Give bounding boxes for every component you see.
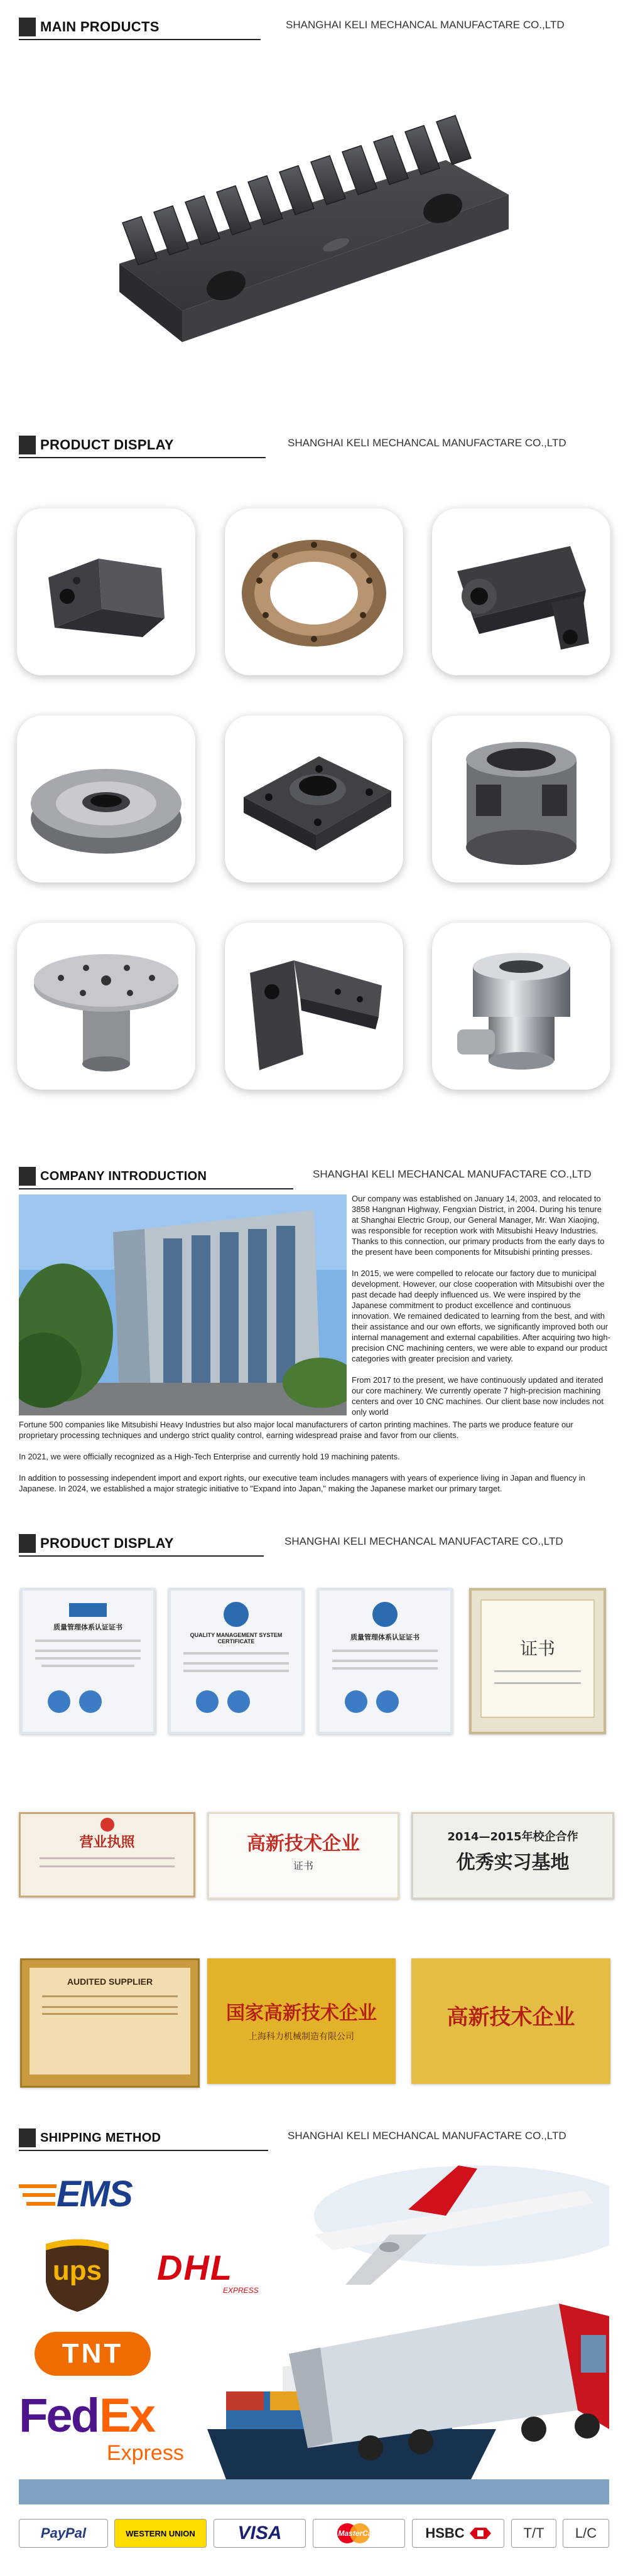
product-card[interactable] — [17, 716, 195, 883]
intro-paragraph: Fortune 500 companies like Mitsubishi Heavy Industries but also major local manufacturers of carton printing machines. The parts we produce feature our proprietary processing techniques and undergo strict quality control, earning widespread praise and favor from our clients. — [19, 1420, 573, 1440]
product-card[interactable] — [225, 716, 403, 883]
ems-logo — [19, 2173, 176, 2217]
section-title: COMPANY INTRODUCTION — [40, 1169, 207, 1183]
header-bar — [19, 2128, 36, 2147]
intro-paragraphs-right — [352, 1193, 610, 1417]
lc-logo — [563, 2519, 609, 2548]
company-name: SHANGHAI KELI MECHANCAL MANUFACTARE CO.,LTD — [286, 19, 565, 31]
western-union-logo — [114, 2519, 207, 2548]
intro-paragraph: In 2021, we were officially recognized as a High-Tech Enterprise and currently hold 19 machining patents. — [19, 1452, 400, 1461]
hsbc-text: HSBC — [425, 2525, 465, 2541]
certificate-title: 高新技术企业 — [447, 2005, 575, 2030]
round-flange-shaft-icon — [17, 1081, 195, 1090]
certificate-title: 质量管理体系认证证书 — [53, 1623, 122, 1631]
certificate-title: 营业执照 — [79, 1835, 135, 1850]
tt-text: T/T — [523, 2525, 544, 2541]
visa-text: VISA — [237, 2523, 282, 2543]
header-rule — [19, 1555, 264, 1557]
certificate-title: 质量管理体系认证证书 — [350, 1633, 420, 1641]
company-name: SHANGHAI KELI MECHANCAL MANUFACTARE CO.,LTD — [313, 1168, 592, 1180]
certificate — [411, 1958, 610, 2084]
product-card[interactable] — [17, 923, 195, 1090]
ems-text: EMS — [57, 2174, 132, 2214]
certificate-big-text: 优秀实习基地 — [456, 1852, 570, 1874]
square-flange-housing-icon — [225, 874, 403, 883]
angled-bracket-part-icon — [225, 1081, 403, 1090]
certificate — [20, 1588, 156, 1734]
intro-paragraph: In 2015, we were compelled to relocate our factory due to municipal development. However, our close cooperation with Mitsubishi over the past decade had deeply influenced us. We were inspired by the Japanese commitment to product excellence and continuous innovation. We remained dedicated to learning from the best, and with their assistance and our own efforts, we significantly improved both our internal management and external capabilities. After acquiring two high-precision CNC machining centers, we were able to expand our product categories with greater precision and variety. — [352, 1269, 610, 1363]
certificate — [19, 1812, 195, 1897]
intro-paragraph: Our company was established on January 14, 2003, and relocated to 3858 Hangnan Highway, Fengxian District, in 2004. During his tenure at Shanghai Electric Group, our General Manager, Mr. Wan Xiaojing, was responsible for reception work with Mitsubishi Heavy Industries. Thanks to this connection, our primary products from the early days to the present have been components for Mitsubishi printing presses. — [352, 1194, 605, 1257]
gear-rack-image — [94, 94, 534, 370]
l-bracket-part-icon — [17, 667, 195, 675]
mastercard-logo — [313, 2519, 405, 2548]
ups-logo — [43, 2238, 112, 2313]
certificate-title: AUDITED SUPPLIER — [67, 1977, 153, 1987]
product-card[interactable] — [17, 508, 195, 675]
dhl-logo — [157, 2247, 283, 2304]
product-card[interactable] — [432, 716, 610, 883]
header-bar — [19, 436, 36, 454]
dhl-subtext: EXPRESS — [223, 2286, 259, 2295]
paypal-logo — [19, 2519, 108, 2548]
bronze-ring-flange-icon — [225, 667, 403, 675]
section-title: SHIPPING METHOD — [40, 2131, 161, 2145]
payment-methods — [19, 2514, 609, 2552]
hsbc-logo — [412, 2519, 504, 2548]
intro-paragraphs-full — [19, 1419, 610, 1494]
fedex-subtext: Express — [107, 2441, 184, 2465]
certificate-title: 国家高新技术企业 — [226, 2002, 377, 2024]
intro-paragraph: In addition to possessing independent import and export rights, our executive team includes managers with years of experience living in Japan and fluency in Japanese. In 2024, we established a major strategic initiative to "Expand into Japan," making the Japanese market our primary target. — [19, 1473, 585, 1493]
certificate-title: 2014—2015年校企合作 — [447, 1830, 578, 1843]
product-display-header — [19, 432, 609, 459]
dhl-text: DHL — [157, 2248, 234, 2287]
certificate — [168, 1588, 304, 1734]
header-rule — [19, 457, 266, 458]
ups-text: ups — [52, 2255, 102, 2286]
western-union-text: WESTERN UNION — [126, 2528, 195, 2538]
fedex-ex: Ex — [99, 2389, 154, 2442]
certificate-title: 证书 — [519, 1638, 555, 1659]
shipping-method-header — [19, 2125, 609, 2152]
certificates-header — [19, 1530, 609, 1558]
lc-text: L/C — [575, 2525, 597, 2541]
tnt-text: TNT — [62, 2338, 124, 2369]
product-card[interactable] — [432, 508, 610, 675]
tnt-logo — [35, 2332, 151, 2376]
company-name: SHANGHAI KELI MECHANCAL MANUFACTARE CO.,LTD — [288, 2130, 566, 2142]
header-bar — [19, 18, 36, 36]
header-rule — [19, 1188, 293, 1189]
section-title: PRODUCT DISPLAY — [40, 437, 174, 453]
product-card[interactable] — [225, 923, 403, 1090]
certificate — [469, 1588, 606, 1734]
certificate — [411, 1812, 614, 1899]
link-arm-part-icon — [432, 667, 610, 675]
factory-building-photo — [19, 1194, 347, 1415]
certificate-subtitle: 上海科力机械制造有限公司 — [249, 2032, 354, 2042]
certificate-subtitle: 证书 — [293, 1860, 313, 1872]
certificate — [20, 1958, 200, 2088]
fedex-fed: Fed — [19, 2389, 99, 2442]
company-intro-header — [19, 1163, 609, 1191]
company-name: SHANGHAI KELI MECHANCAL MANUFACTARE CO.,LTD — [284, 1535, 563, 1547]
company-name: SHANGHAI KELI MECHANCAL MANUFACTARE CO.,LTD — [288, 437, 566, 449]
certificate — [207, 1958, 396, 2084]
product-card[interactable] — [432, 923, 610, 1090]
mastercard-text: MasterCard — [338, 2529, 380, 2538]
section-title: MAIN PRODUCTS — [40, 19, 160, 35]
certificate — [317, 1588, 453, 1734]
certificate — [207, 1812, 399, 1899]
header-bar — [19, 1167, 36, 1186]
header-rule — [19, 39, 261, 40]
main-products-header — [19, 14, 609, 41]
steel-disc-hub-icon — [17, 874, 195, 883]
chrome-coupling-icon — [432, 1081, 610, 1090]
fedex-logo — [19, 2388, 220, 2470]
paypal-text: PayPal — [40, 2525, 87, 2541]
shipping-banner — [19, 2165, 609, 2504]
certificate-title: QUALITY MANAGEMENT SYSTEM CERTIFICATE — [190, 1632, 283, 1645]
header-bar — [19, 1534, 36, 1553]
cylindrical-bushing-icon — [432, 874, 610, 883]
section-title: PRODUCT DISPLAY — [40, 1535, 174, 1551]
intro-paragraph: From 2017 to the present, we have continuously updated and iterated our core machinery. We currently operate 7 high-precision machining centers and over 10 CNC machines. Our client base now includes not only world — [352, 1375, 604, 1417]
header-rule — [19, 2150, 268, 2151]
visa-logo — [214, 2519, 306, 2548]
tt-logo — [511, 2519, 556, 2548]
product-card[interactable] — [225, 508, 403, 675]
certificate-title: 高新技术企业 — [247, 1833, 360, 1855]
